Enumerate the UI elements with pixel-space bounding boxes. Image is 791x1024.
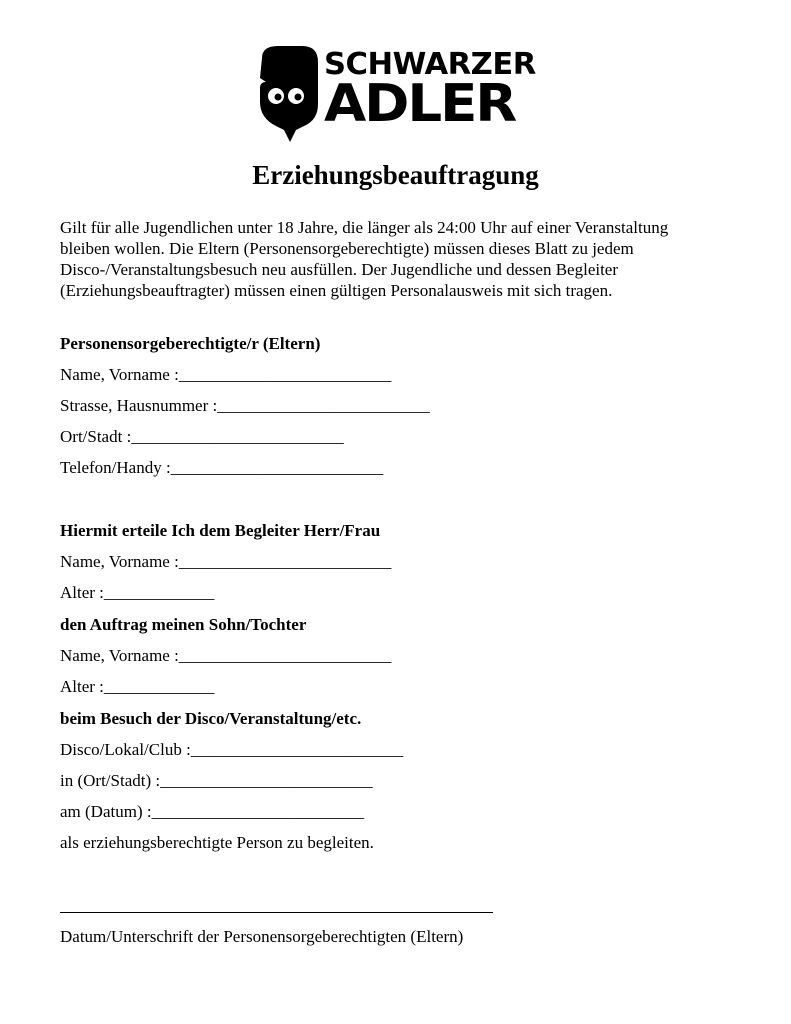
intro-line: Gilt für alle Jugendlichen unter 18 Jahre, die länger als 24:00 Uhr auf einer Veranstaltung [60, 218, 669, 237]
companion-heading: Hiermit erteile Ich dem Begleiter Herr/Frau [60, 521, 381, 540]
intro-paragraph [60, 217, 740, 301]
intro-line: (Erziehungsbeauftragter) müssen einen gültigen Personalausweis mit sich tragen. [60, 281, 613, 300]
parents-name-field[interactable]: Name, Vorname :_________________________ [60, 365, 392, 384]
child-name-field[interactable]: Name, Vorname :_________________________ [60, 646, 392, 665]
child-age-field[interactable]: Alter :_____________ [60, 677, 215, 696]
event-closing-text: als erziehungsberechtigte Person zu begleiten. [60, 833, 374, 852]
intro-line: bleiben wollen. Die Eltern (Personensorgeberechtigte) müssen dieses Blatt zu jedem [60, 239, 634, 258]
page-title: Erziehungsbeauftragung [252, 160, 539, 190]
parents-heading: Personensorgeberechtigte/r (Eltern) [60, 334, 321, 353]
logo-line1: SCHWARZER [324, 47, 536, 82]
parents-phone-field[interactable]: Telefon/Handy :_________________________ [60, 458, 384, 477]
eagle-head-icon [256, 44, 322, 144]
event-heading: beim Besuch der Disco/Veranstaltung/etc. [60, 709, 362, 728]
event-date-field[interactable]: am (Datum) :_________________________ [60, 802, 365, 821]
signature-line[interactable] [60, 912, 493, 913]
companion-name-field[interactable]: Name, Vorname :_________________________ [60, 552, 392, 571]
companion-age-field[interactable]: Alter :_____________ [60, 583, 215, 602]
logo-line2: ADLER [324, 74, 516, 134]
intro-line: Disco-/Veranstaltungsbesuch neu ausfüllen. Der Jugendliche und dessen Begleiter [60, 260, 619, 279]
event-place-field[interactable]: in (Ort/Stadt) :_________________________ [60, 771, 373, 790]
logo [256, 44, 546, 144]
parents-street-field[interactable]: Strasse, Hausnummer :_________________________ [60, 396, 430, 415]
parents-city-field[interactable]: Ort/Stadt :_________________________ [60, 427, 344, 446]
event-venue-field[interactable]: Disco/Lokal/Club :_________________________ [60, 740, 404, 759]
child-heading: den Auftrag meinen Sohn/Tochter [60, 615, 307, 634]
signature-caption: Datum/Unterschrift der Personensorgeberechtigten (Eltern) [60, 927, 464, 946]
